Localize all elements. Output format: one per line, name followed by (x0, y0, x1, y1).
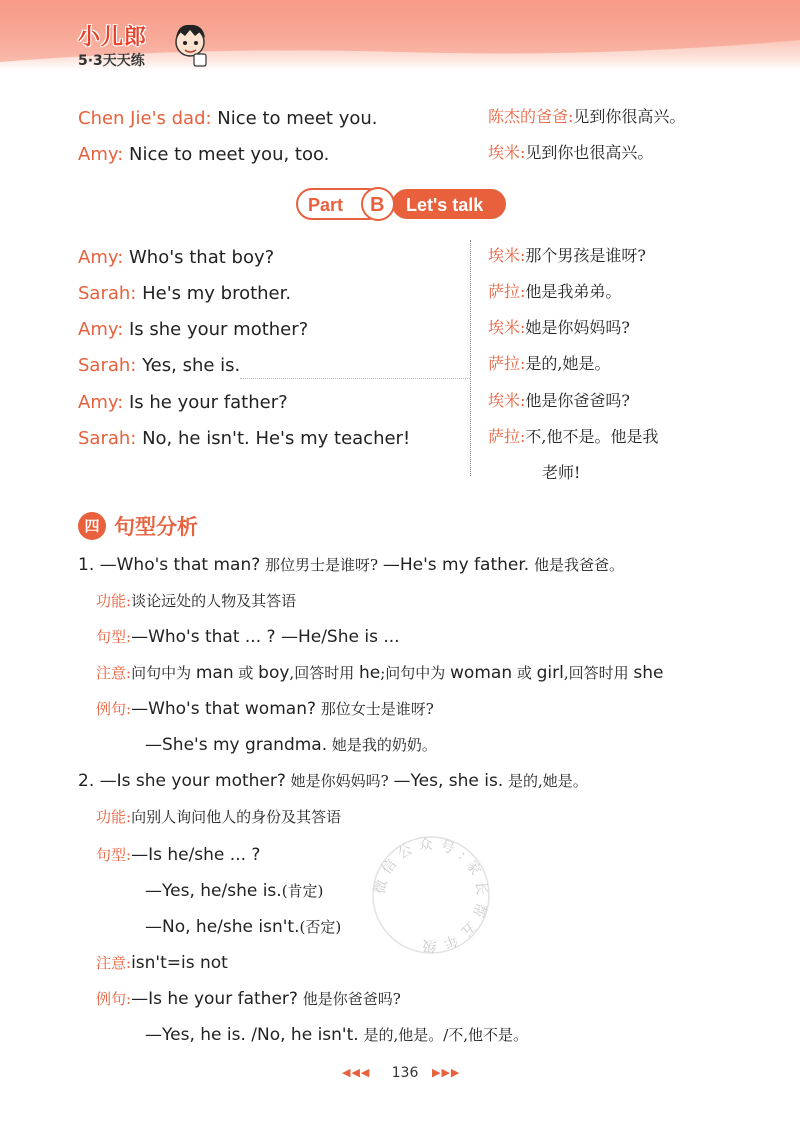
speaker-zh: 陈杰的爸爸: (488, 107, 574, 126)
example-zh: 她是我的奶奶。 (327, 736, 437, 754)
boy-mascot-icon (170, 20, 210, 68)
translation-text: 是的,她是。 (525, 354, 611, 373)
speaker-zh: 埃米: (488, 143, 526, 162)
speaker-zh: 埃米: (488, 246, 526, 265)
translation-line (488, 426, 659, 448)
example-en: —She's my grandma. (145, 735, 328, 755)
part-letter: B (370, 194, 385, 216)
row-divider (240, 378, 470, 379)
line-text: Who's that boy? (123, 247, 275, 268)
dialogue-line (78, 355, 240, 377)
watermark-stamp (366, 830, 496, 960)
right-arrows-icon: ▶▶▶ (432, 1066, 461, 1079)
line-text: Nice to meet you, too. (123, 144, 330, 165)
function-label: 功能: (96, 592, 132, 610)
pattern-line (96, 626, 400, 648)
sentence-main (78, 554, 624, 576)
example-label: 例句: (96, 990, 132, 1008)
part-word: Part (308, 195, 344, 215)
line-text: He's my brother. (136, 283, 292, 304)
section-number-badge: 四 (78, 512, 106, 540)
part-b-badge (296, 186, 508, 222)
dialogue-line (78, 108, 378, 130)
translation-line (488, 390, 630, 412)
main-question-zh: 她是你妈妈吗? (285, 772, 394, 790)
pattern-no: —No, he/she isn't. (145, 917, 300, 937)
speaker: Chen Jie's dad: (78, 108, 212, 129)
translation-text: 那个男孩是谁呀? (525, 246, 646, 265)
example-en: —Is he your father? (131, 989, 298, 1009)
logo-subtitle: 5·3天天练 (78, 53, 145, 69)
note-line (96, 662, 664, 684)
note-text: ,回答时用 (563, 664, 634, 682)
note-text: 或 (512, 664, 537, 682)
speaker: Amy: (78, 247, 124, 268)
function-text: 谈论远处的人物及其答语 (131, 592, 297, 610)
main-answer-zh: 他是我爸爸。 (529, 556, 624, 574)
function-line (96, 590, 296, 612)
example-label: 例句: (96, 700, 132, 718)
speaker: Amy: (78, 392, 124, 413)
column-divider (470, 240, 471, 476)
dialogue-line (78, 319, 308, 341)
pattern-label: 句型: (96, 846, 132, 864)
main-answer: —He's my father. (382, 555, 530, 575)
note-text: ;问句中为 (380, 664, 451, 682)
translation-line (488, 281, 621, 303)
pattern-no-zh: (否定) (299, 918, 342, 936)
line-text: Is he your father? (123, 392, 288, 413)
logo (78, 20, 208, 80)
line-text: Nice to meet you. (211, 108, 378, 129)
dialogue-line (78, 283, 291, 305)
line-text: Yes, she is. (136, 355, 241, 376)
speaker-zh: 萨拉: (488, 282, 526, 301)
dialogue-line (78, 144, 329, 166)
note-word: girl (536, 663, 564, 683)
dialogue-line (78, 392, 288, 414)
sentence-main (78, 770, 588, 792)
left-arrows-icon: ◀◀◀ (342, 1066, 371, 1079)
note-word: he (358, 663, 381, 683)
example-zh: 那位女士是谁呀? (316, 700, 434, 718)
watermark-text: 微信公众号:家长帮五年级 (372, 836, 490, 954)
main-question-zh: 那位男士是谁呀? (260, 556, 383, 574)
pattern-yes-line (145, 880, 323, 902)
translation-text: 她是你妈妈吗? (525, 318, 630, 337)
line-text: No, he isn't. He's my teacher! (136, 428, 411, 449)
note-word: man (195, 663, 234, 683)
note-word: boy (258, 663, 290, 683)
speaker: Sarah: (78, 355, 137, 376)
translation-line (488, 317, 630, 339)
function-text: 向别人询问他人的身份及其答语 (131, 808, 342, 826)
part-title: Let's talk (406, 195, 484, 215)
main-question: 2. —Is she your mother? (78, 771, 286, 791)
example-line (96, 988, 401, 1010)
translation-text: 见到你也很高兴。 (525, 143, 654, 162)
translation-line (488, 142, 653, 164)
speaker: Sarah: (78, 428, 137, 449)
section-title: 句型分析 (114, 515, 198, 539)
note-word: woman (450, 663, 513, 683)
note-label: 注意: (96, 664, 132, 682)
line-text: Is she your mother? (123, 319, 309, 340)
example-en: —Yes, he is. /No, he isn't. (145, 1025, 359, 1045)
speaker-zh: 埃米: (488, 318, 526, 337)
main-question: 1. —Who's that man? (78, 555, 261, 575)
page-number: 136 (391, 1065, 419, 1081)
speaker-zh: 萨拉: (488, 427, 526, 446)
note-word: she (633, 663, 664, 683)
speaker: Sarah: (78, 283, 137, 304)
translation-text: 他是我弟弟。 (525, 282, 622, 301)
pattern-no-line (145, 916, 341, 938)
main-answer-zh: 是的,她是。 (503, 772, 588, 790)
example-line (145, 1024, 528, 1046)
pattern-yes-zh: (肯定) (281, 882, 324, 900)
note-line (96, 952, 228, 974)
example-zh: 他是你爸爸吗? (297, 990, 401, 1008)
translation-text: 见到你很高兴。 (573, 107, 686, 126)
translation-line-continued: 老师! (542, 463, 581, 482)
speaker: Amy: (78, 319, 124, 340)
note-label: 注意: (96, 954, 132, 972)
function-label: 功能: (96, 808, 132, 826)
pattern-label: 句型: (96, 628, 132, 646)
note-text: 或 (233, 664, 259, 682)
logo-title: 小儿郎 (78, 25, 148, 50)
translation-line (488, 353, 611, 375)
example-line (96, 698, 434, 720)
dialogue-line (78, 428, 410, 450)
example-zh: 是的,他是。/不,他不是。 (358, 1026, 529, 1044)
note-text: ,回答时用 (289, 664, 359, 682)
example-line (145, 734, 437, 756)
speaker-zh: 埃米: (488, 391, 526, 410)
pattern-line (96, 844, 260, 866)
translation-line (488, 245, 646, 267)
pattern-text: —Is he/she ... ? (131, 845, 261, 865)
main-answer: —Yes, she is. (393, 771, 504, 791)
function-line (96, 806, 341, 828)
speaker: Amy: (78, 144, 124, 165)
page-number-footer (340, 1062, 470, 1084)
translation-text: 他是你爸爸吗? (525, 391, 630, 410)
translation-line (488, 106, 685, 128)
speaker-zh: 萨拉: (488, 354, 526, 373)
note-text: 问句中为 (131, 664, 196, 682)
dialogue-line (78, 247, 274, 269)
pattern-text: —Who's that ... ? —He/She is ... (131, 627, 400, 647)
translation-text: 不,他不是。他是我 (525, 427, 659, 446)
example-en: —Who's that woman? (131, 699, 316, 719)
pattern-yes: —Yes, he/she is. (145, 881, 282, 901)
note-text: isn't=is not (131, 953, 228, 973)
